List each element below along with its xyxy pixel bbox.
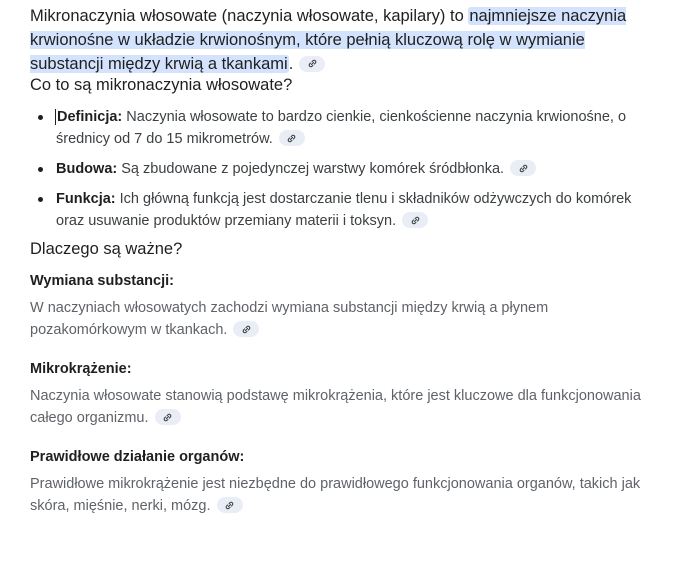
source-link-button[interactable] (510, 160, 536, 176)
intro-paragraph (30, 4, 654, 76)
intro-highlighted-text: najmniejsze naczynia krwionośne w układzie krwionośnym, które pełnią kluczową rolę w wymianie substancji między krwią a tkankami (30, 7, 627, 73)
list-item-term: Budowa: (56, 161, 118, 177)
list-item (56, 158, 654, 180)
subheading-exchange: Wymiana substancji: (30, 273, 174, 289)
paragraph-microcirculation (30, 385, 654, 429)
source-link-button[interactable] (217, 497, 243, 513)
link-icon (224, 500, 235, 511)
paragraph-text: Naczynia włosowate stanowią podstawę mikrokrążenia, które jest kluczowe dla funkcjonowania całego organizmu. (30, 388, 641, 426)
link-icon (162, 412, 173, 423)
list-item-term: Funkcja: (56, 191, 116, 207)
source-link-button[interactable] (299, 56, 325, 72)
source-link-button[interactable] (233, 321, 259, 337)
paragraph-text: Prawidłowe mikrokrążenie jest niezbędne do prawidłowego funkcjonowania organów, takich jak skóra, mięśnie, nerki, mózg. (30, 476, 641, 514)
list-item-term: Definicja: (57, 109, 123, 125)
link-icon (518, 163, 529, 174)
intro-text: Mikronaczynia włosowate (naczynia włosowate, kapilary) to (30, 7, 469, 25)
source-link-button[interactable] (155, 409, 181, 425)
section-heading-what-are: Co to są mikronaczynia włosowate? (30, 76, 293, 94)
link-icon (410, 215, 421, 226)
link-icon (241, 324, 252, 335)
source-link-button[interactable] (402, 212, 428, 228)
list-item (56, 188, 654, 232)
list-item (56, 106, 654, 150)
text-cursor (55, 109, 56, 125)
section-heading-why-important: Dlaczego są ważne? (30, 240, 183, 258)
list-item-text: Są zbudowane z pojedynczej warstwy komórek śródbłonka. (117, 161, 505, 177)
definition-list (30, 106, 654, 232)
paragraph-organs (30, 473, 654, 517)
subheading-organs: Prawidłowe działanie organów: (30, 449, 245, 465)
paragraph-text: W naczyniach włosowatych zachodzi wymiana substancji między krwią a płynem pozakomórkowym w tkankach. (30, 300, 549, 338)
intro-tail: . (288, 55, 294, 73)
list-item-text: Ich główną funkcją jest dostarczanie tlenu i składników odżywczych do komórek oraz usuwanie produktów przemiany materii i toksyn. (56, 191, 632, 229)
paragraph-exchange (30, 297, 654, 341)
link-icon (286, 133, 297, 144)
source-link-button[interactable] (279, 130, 305, 146)
link-icon (307, 58, 318, 69)
list-item-text: Naczynia włosowate to bardzo cienkie, cienkościenne naczynia krwionośne, o średnicy od 7 do 15 mikrometrów. (56, 109, 627, 147)
subheading-microcirculation: Mikrokrążenie: (30, 361, 132, 377)
